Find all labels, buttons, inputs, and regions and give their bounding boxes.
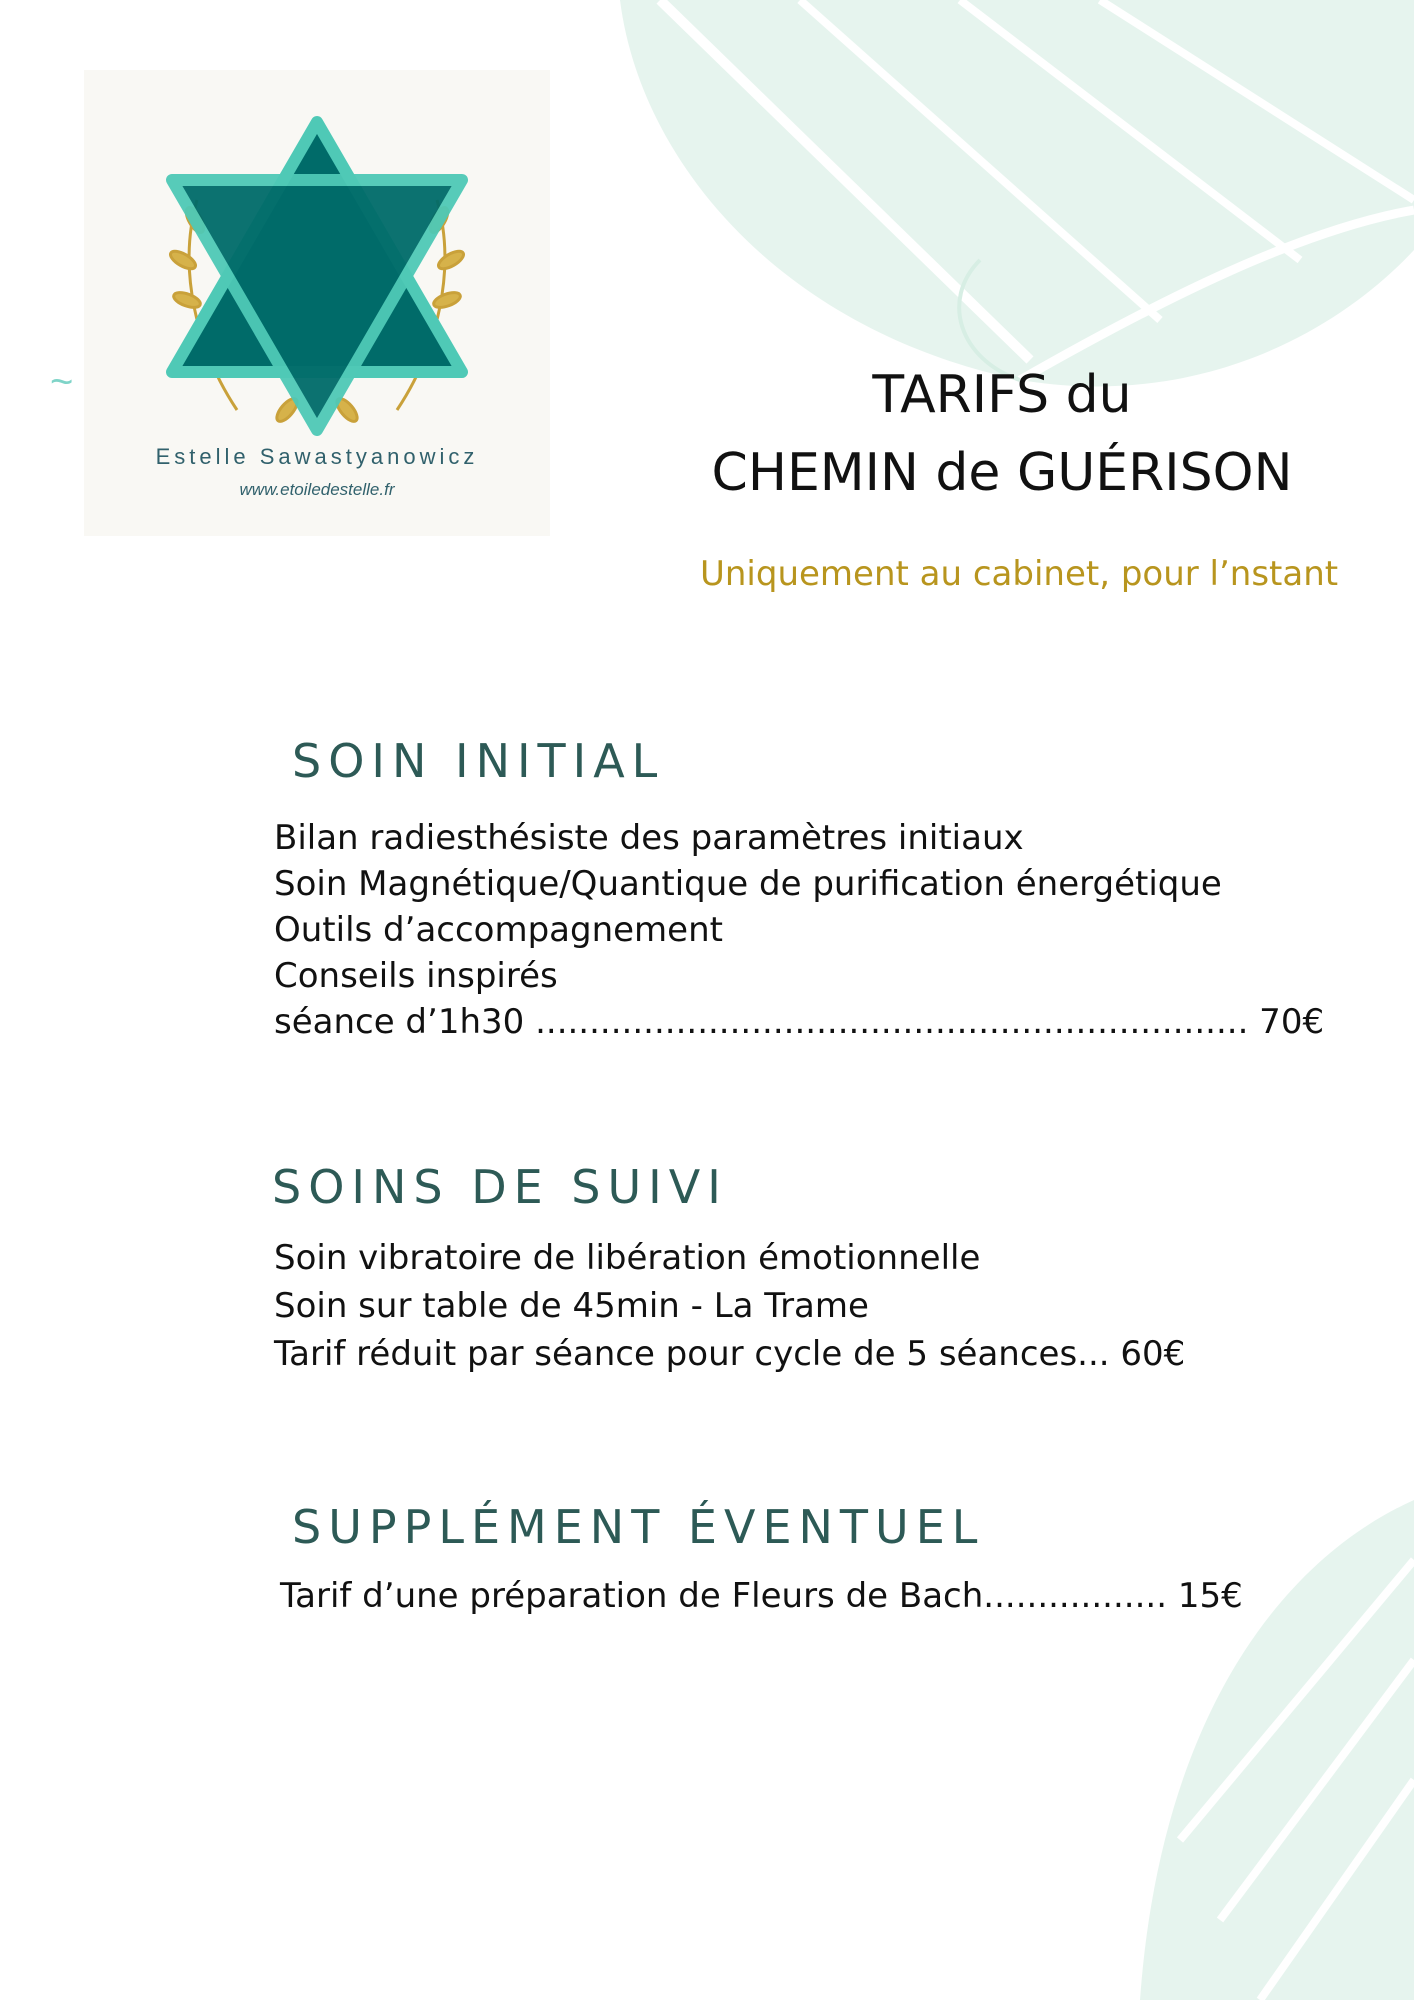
page-title-line-1: TARIFS du [872,365,1132,425]
page-title-line-2: CHEMIN de GUÉRISON [711,443,1293,503]
logo-url: www.etoiledestelle.fr [239,480,395,499]
list-item: Bilan radiesthésiste des paramètres initiaux [274,818,1024,858]
list-item: Conseils inspirés [274,956,558,996]
list-item: Outils d’accompagnement [274,910,723,950]
palm-leaf-decoration-bottom [1120,1500,1414,2000]
price-line: Tarif d’une préparation de Fleurs de Bach................. 15€ [280,1576,1243,1616]
section-heading-soin-initial: SOIN INITIAL [292,734,665,788]
price-line: séance d’1h30 .................................................................. 70€ [274,1002,1325,1042]
list-item: Soin sur table de 45min - La Trame [274,1286,869,1326]
section-heading-supplement: SUPPLÉMENT ÉVENTUEL [292,1500,985,1554]
logo-name: Estelle Sawastyanowicz [155,444,479,469]
star-of-david-icon [117,110,517,440]
list-item: Soin Magnétique/Quantique de purification énergétique [274,864,1222,904]
tilde-decoration: ~ [50,360,74,404]
list-item: Soin vibratoire de libération émotionnelle [274,1238,981,1278]
section-heading-soins-de-suivi: SOINS DE SUIVI [272,1160,728,1214]
price-line: Tarif réduit par séance pour cycle de 5 séances... 60€ [274,1334,1186,1374]
logo [84,70,550,536]
page-subtitle: Uniquement au cabinet, pour l’nstant [700,554,1339,594]
